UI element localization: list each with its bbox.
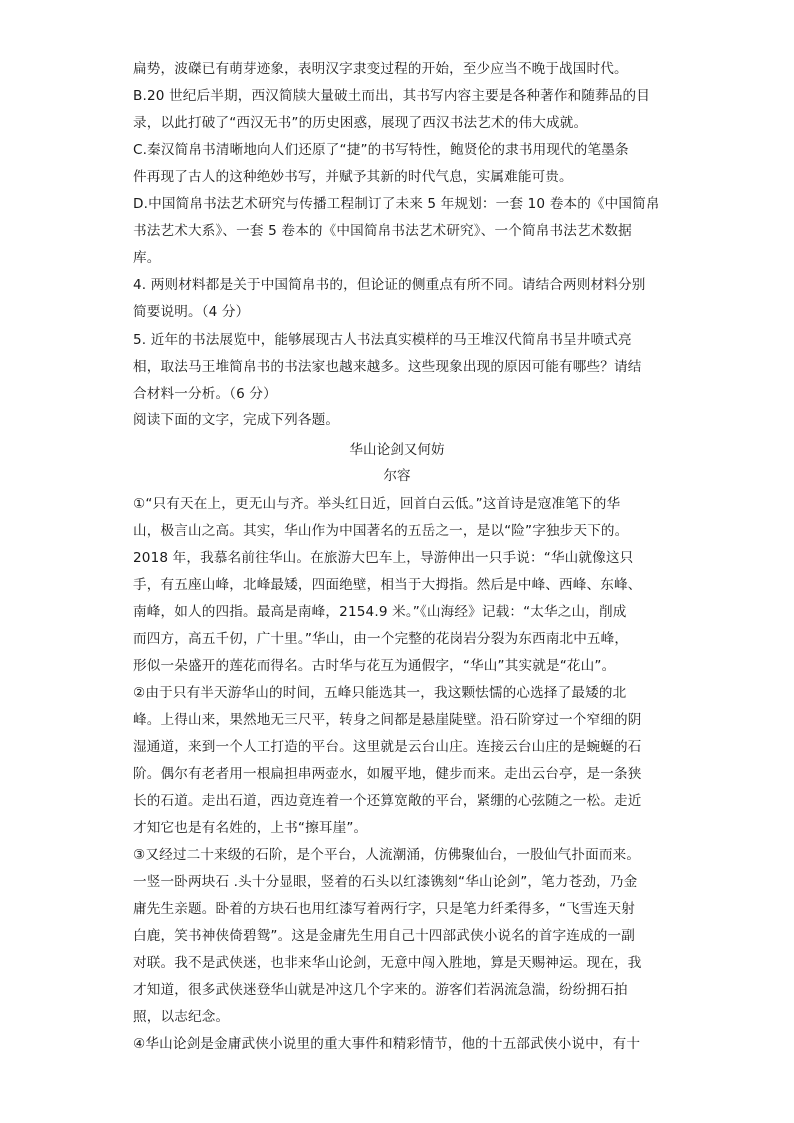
- article-paragraph-line: ①“只有天在上，更无山与齐。举头红日近，回首白云低。”这首诗是寇准笔下的华: [133, 496, 621, 512]
- question-text-line: 录，以此打破了“西汉无书”的历史困惑，展现了西汉书法艺术的伟大成就。: [133, 115, 588, 131]
- article-paragraph-line: 南峰，如人的四指。最高是南峰，2154.9 米。”《山海经》记载：“太华之山，削成: [133, 604, 627, 620]
- question-text-line: 简要说明。（4 分）: [133, 304, 250, 320]
- article-paragraph-line: 才知道，很多武侠迷登华山就是冲这几个字来的。游客们若涡流急湍，纷纷拥石拍: [133, 982, 628, 998]
- article-paragraph-line: 庸先生亲题。卧着的方块石也用红漆写着两行字，只是笔力纤柔得多，“飞雪连天射: [133, 901, 635, 917]
- question-text-line: 书法艺术大系》、一套 5 卷本的《中国简帛书法艺术研究》、一个简帛书法艺术数据: [133, 223, 632, 239]
- article-paragraph-line: 湿通道，来到一个人工打造的平台。这里就是云台山庄。连接云台山庄的是蜿蜒的石: [133, 739, 642, 755]
- question-text-line: 5. 近年的书法展览中，能够展现古人书法真实模样的马王堆汉代简帛书呈井喷式亮: [133, 332, 632, 348]
- question-text-line: 件再现了古人的这种绝妙书写，并赋予其新的时代气息，实属难能可贵。: [133, 169, 573, 185]
- article-paragraph-line: 山，极言山之高。其实，华山作为中国著名的五岳之一，是以“险”字独步天下的。: [133, 523, 629, 539]
- article-paragraph-line: 峰。上得山来，果然地无三尺平，转身之间都是悬崖陡壁。沿石阶穿过一个窄细的阴: [133, 712, 642, 728]
- question-text-line: 扁势，波磔已有萌芽迹象，表明汉字隶变过程的开始，至少应当不晚于战国时代。: [133, 61, 628, 77]
- question-text-line: 相，取法马王堆简帛书的书法家也越来越多。这些现象出现的原因可能有哪些？请结: [133, 359, 642, 375]
- question-text-line: 4. 两则材料都是关于中国简帛书的，但论证的侧重点有所不同。请结合两则材料分别: [133, 277, 646, 293]
- article-paragraph-line: ④华山论剑是金庸武侠小说里的重大事件和精彩情节，他的十五部武侠小说中，有十: [133, 1036, 641, 1052]
- article-title: 华山论剑又何妨: [349, 442, 445, 458]
- article-paragraph-line: 长的石道。走出石道，西边竟连着一个还算宽敞的平台，紧绷的心弦随之一松。走近: [133, 793, 642, 809]
- article-paragraph-line: 照，以志纪念。: [133, 1009, 230, 1025]
- article-paragraph-line: 白鹿，笑书神侠倚碧鸳”。这是金庸先生用自己十四部武侠小说名的首字连成的一副: [133, 928, 635, 944]
- question-text-line: B.20 世纪后半期，西汉简牍大量破土而出，其书写内容主要是各种著作和随葬品的目: [133, 88, 651, 104]
- question-text-line: 库。: [133, 250, 161, 266]
- article-paragraph-line: 一竖一卧两块石 .头十分显眼，竖着的石头以红漆镌刻“华山论剑”，笔力苍劲，乃金: [133, 874, 638, 890]
- question-text-line: 阅读下面的文字，完成下列各题。: [133, 412, 340, 428]
- article-paragraph-line: 阶。偶尔有老者用一根扁担串两壶水，如履平地，健步而来。走出云台亭，是一条狭: [133, 766, 642, 782]
- article-paragraph-line: 而四方，高五千仞，广十里。”华山，由一个完整的花岗岩分裂为东西南北中五峰，: [133, 631, 629, 647]
- article-paragraph-line: ③又经过二十来级的石阶，是个平台，人流潮涌，仿佛聚仙台，一股仙气扑面而来。: [133, 847, 641, 863]
- article-paragraph-line: 2018 年，我慕名前往华山。在旅游大巴车上，导游伸出一只手说：“华山就像这只: [133, 550, 634, 566]
- article-author: 尔容: [383, 468, 411, 484]
- article-paragraph-line: 形似一朵盛开的莲花而得名。古时华与花互为通假字，“华山”其实就是“花山”。: [133, 658, 616, 674]
- article-paragraph-line: ②由于只有半天游华山的时间，五峰只能选其一，我这颗怯懦的心选择了最矮的北: [133, 685, 627, 701]
- question-text-line: 合材料一分析。（6 分）: [133, 386, 277, 402]
- article-paragraph-line: 对联。我不是武侠迷，也非来华山论剑，无意中闯入胜地，算是天赐神运。现在，我: [133, 955, 642, 971]
- article-paragraph-line: 手，有五座山峰，北峰最矮，四面绝壁，相当于大拇指。然后是中峰、西峰、东峰、: [133, 577, 642, 593]
- question-text-line: C.秦汉简帛书清晰地向人们还原了“捷”的书写特性，鲍贤伦的隶书用现代的笔墨条: [133, 142, 629, 158]
- question-text-line: D.中国简帛书法艺术研究与传播工程制订了未来 5 年规划：一套 10 卷本的《中国简帛: [133, 196, 660, 212]
- article-paragraph-line: 才知它也是有名姓的，上书“擦耳崖”。: [133, 820, 368, 836]
